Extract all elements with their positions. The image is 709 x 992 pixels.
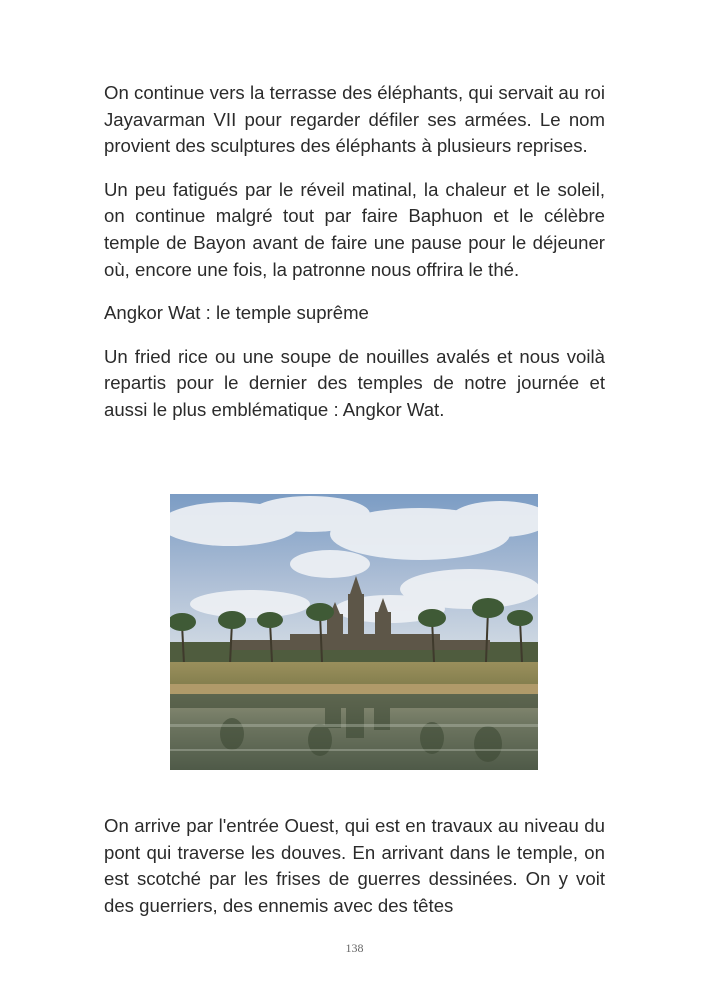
- paragraph-bayon: Un peu fatigués par le réveil matinal, la chaleur et le soleil, on continue malgré tout par faire Baphuon et le célèbre temple de Bayon avant de faire une pause pour le déjeuner où, encore une fois, la patronne nous offrira le thé.: [104, 178, 605, 280]
- section-heading: Angkor Wat : le temple suprême: [104, 302, 369, 324]
- paragraph-elephants-terrace: On continue vers la terrasse des éléphants, qui servait au roi Jayavarman VII pour regarder défiler ses armées. Le nom provient des sculptures des éléphants à plusieurs reprises.: [104, 82, 605, 157]
- paragraph-angkor-wat-intro: Un fried rice ou une soupe de nouilles avalés et nous voilà repartis pour le dernier des temples de notre journée et aussi le plus emblématique : Angkor Wat.: [104, 345, 605, 420]
- page-body: [104, 80, 605, 441]
- page-body-continued: [104, 813, 605, 936]
- page-number: 138: [345, 941, 364, 955]
- paragraph-west-entrance: On arrive par l'entrée Ouest, qui est en travaux au niveau du pont qui traverse les douves. En arrivant dans le temple, on est scotché par les frises de guerres dessinées. On y voit des guerriers, des ennemis avec des têtes: [104, 815, 605, 916]
- angkor-wat-photo: [170, 494, 538, 770]
